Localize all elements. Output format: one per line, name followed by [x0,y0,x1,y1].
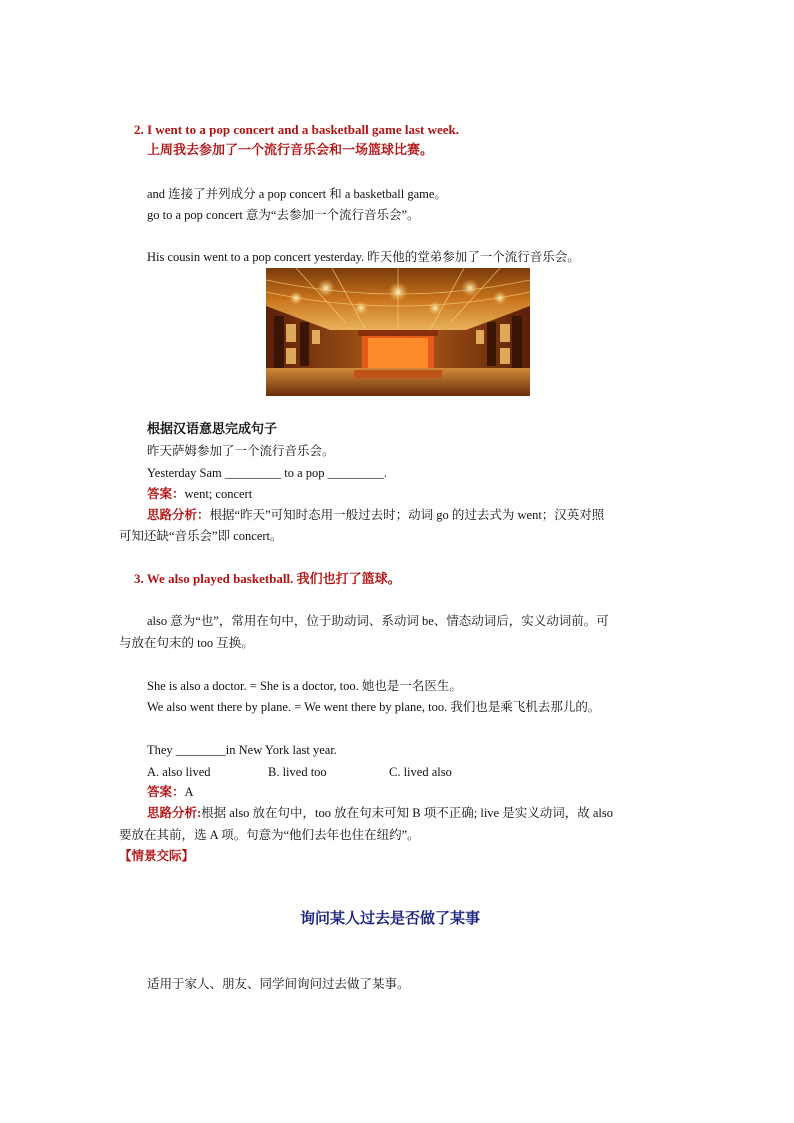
point2-note-2: go to a pop concert 意为“去参加一个流行音乐会”。 [147,208,420,222]
exercise2-answer: A [184,785,194,799]
point2-example: His cousin went to a pop concert yesterday. 昨天他的堂弟参加了一个流行音乐会。 [147,250,580,264]
concert-hall-image [266,268,530,396]
section-tag: 【情景交际】 [119,848,195,863]
exercise2-option-b: B. lived too [268,765,327,779]
exercise1-answer-line [147,485,252,503]
point3-example-1: She is also a doctor. = She is a doctor, too. 她也是一名医生。 [147,679,462,693]
exercise2-answer-label: 答案： [147,785,185,799]
point2-heading-en: 2. I went to a pop concert and a basketball game last week. [134,122,459,137]
exercise2-analysis-text1: 根据 also 放在句中，too 放在句末可知 B 项不正确; live 是实义动词，故 also [201,806,613,820]
exercise2-analysis-line2: 要放在其前，选 A 项。句意为“他们去年也住在纽约”。 [119,828,420,842]
section-title: 询问某人过去是否做了某事 [300,909,481,927]
point3-note-line1: also 意为“也”，常用在句中，位于助动词、系动词 be、情态动词后，实义动词前。可 [147,614,609,628]
exercise1-analysis-label: 思路分析： [147,508,210,522]
point3-example-2: We also went there by plane. = We went there by plane, too. 我们也是乘飞机去那儿的。 [147,700,601,714]
exercise1-prompt: 昨天萨姆参加了一个流行音乐会。 [147,444,335,458]
exercise2-analysis-line1 [147,804,613,822]
exercise2-analysis-label: 思路分析: [147,806,202,820]
exercise2-option-a: A. also lived [147,765,211,779]
point3-heading: 3. We also played basketball. 我们也打了篮球。 [134,571,401,586]
exercise2-option-c: C. lived also [389,765,452,779]
exercise1-sentence: Yesterday Sam _________ to a pop _________. [147,466,388,480]
exercise1-analysis-text1: 根据“昨天”可知时态用一般过去时；动词 go 的过去式为 went；汉英对照 [209,508,605,522]
exercise1-analysis-line2: 可知还缺“音乐会”即 concert。 [119,529,283,543]
point2-heading-cn: 上周我去参加了一个流行音乐会和一场篮球比赛。 [147,143,434,158]
exercise1-analysis-line1 [147,506,604,524]
point2-note-1: and 连接了并列成分 a pop concert 和 a basketball game。 [147,187,447,201]
point3-note-line2: 与放在句末的 too 互换。 [119,636,254,650]
exercise1-answer-label: 答案： [147,487,185,501]
section-intro: 适用于家人、朋友、同学间询问过去做了某事。 [147,977,410,991]
exercise2-question: They ________in New York last year. [147,743,337,757]
exercise2-answer-line [147,783,194,801]
exercise1-answer: went; concert [184,487,253,501]
exercise1-title: 根据汉语意思完成句子 [147,422,278,437]
